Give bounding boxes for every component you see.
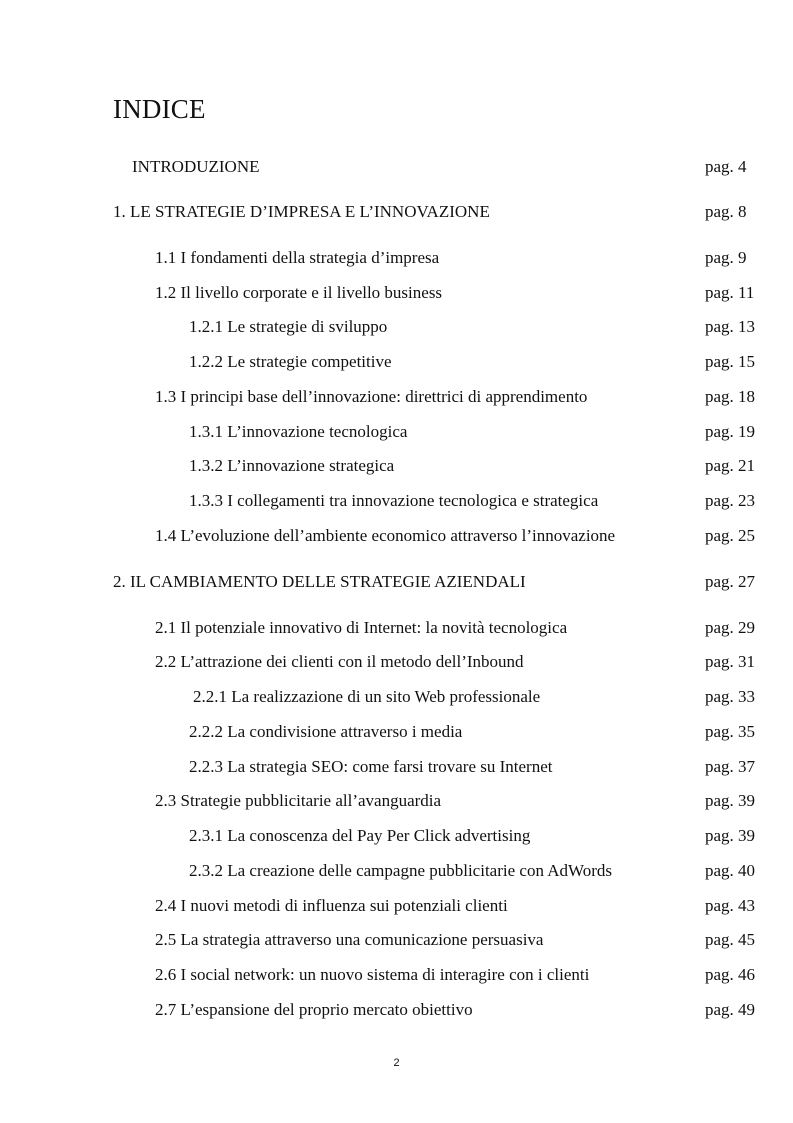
page-title: INDICE [113,94,206,124]
toc-entry-1-3-2 [0,456,793,480]
toc-entry-1-1 [0,248,793,272]
toc-entry-page: pag. 11 [705,283,755,302]
toc-entry-2-3-2 [0,861,793,885]
toc-entry-1-2-2 [0,352,793,376]
toc-entry-label: 2.7 L’espansione del proprio mercato obiettivo [155,1000,473,1019]
toc-entry-label: 2.3 Strategie pubblicitarie all’avanguardia [155,791,442,810]
toc-entry-label: 1.3.3 I collegamenti tra innovazione tecnologica e strategica [189,491,599,510]
toc-entry-page: pag. 46 [705,965,756,984]
toc-entry-page: pag. 39 [705,826,756,845]
toc-entry-2-2-3 [0,757,793,781]
toc-entry-1-3-1 [0,422,793,446]
toc-entry-page: pag. 23 [705,491,756,510]
toc-entry-label: 2.2 L’attrazione dei clienti con il metodo dell’Inbound [155,652,524,671]
toc-entry-2-7 [0,1000,793,1024]
toc-entry-label: 1.3.2 L’innovazione strategica [189,456,395,475]
toc-entry-page: pag. 4 [705,157,747,176]
toc-entry-label: 1. LE STRATEGIE D’IMPRESA E L’INNOVAZIONE [113,202,490,221]
toc-entry-2-6 [0,965,793,989]
toc-entry-2-3 [0,791,793,815]
toc-entry-1-2-1 [0,317,793,341]
toc-entry-page: pag. 15 [705,352,756,371]
toc-entry-label: INTRODUZIONE [132,157,260,176]
toc-entry-1-3-3 [0,491,793,515]
page-number: 2 [393,1057,400,1069]
toc-entry-1-2 [0,283,793,307]
toc-entry-page: pag. 13 [705,317,756,336]
toc-entry-label: 1.1 I fondamenti della strategia d’impresa [155,248,440,267]
toc-entry-label: 2.2.2 La condivisione attraverso i media [189,722,463,741]
toc-entry-label: 1.4 L’evoluzione dell’ambiente economico attraverso l’innovazione [155,526,616,545]
toc-entry-page: pag. 27 [705,572,756,591]
toc-entry-page: pag. 31 [705,652,756,671]
toc-entry-chapter-1 [0,202,793,226]
toc-entry-1-4 [0,526,793,550]
toc-entry-page: pag. 45 [705,930,756,949]
toc-entry-page: pag. 49 [705,1000,756,1019]
toc-entry-1-3 [0,387,793,411]
toc-entry-page: pag. 43 [705,896,756,915]
toc-entry-label: 2.6 I social network: un nuovo sistema di interagire con i clienti [155,965,590,984]
toc-entry-page: pag. 40 [705,861,756,880]
toc-entry-label: 1.2 Il livello corporate e il livello business [155,283,443,302]
toc-entry-label: 2. IL CAMBIAMENTO DELLE STRATEGIE AZIENDALI [113,572,526,591]
toc-entry-introduzione [0,157,793,181]
toc-entry-chapter-2 [0,572,793,596]
toc-entry-page: pag. 39 [705,791,756,810]
toc-entry-label: 1.2.1 Le strategie di sviluppo [189,317,388,336]
toc-entry-page: pag. 29 [705,618,756,637]
toc-entry-2-2-1 [0,687,793,711]
toc-entry-page: pag. 35 [705,722,756,741]
toc-entry-label: 1.3 I principi base dell’innovazione: direttrici di apprendimento [155,387,588,406]
toc-entry-label: 2.3.1 La conoscenza del Pay Per Click advertising [189,826,531,845]
toc-entry-2-1 [0,618,793,642]
toc-entry-page: pag. 8 [705,202,747,221]
toc-entry-label: 2.1 Il potenziale innovativo di Internet: la novità tecnologica [155,618,568,637]
toc-entry-page: pag. 19 [705,422,756,441]
toc-entry-label: 2.2.1 La realizzazione di un sito Web professionale [193,687,541,706]
toc-entry-page: pag. 33 [705,687,756,706]
toc-entry-label: 2.3.2 La creazione delle campagne pubblicitarie con AdWords [189,861,612,880]
toc-entry-2-3-1 [0,826,793,850]
toc-entry-label: 2.5 La strategia attraverso una comunicazione persuasiva [155,930,544,949]
toc-entry-label: 1.2.2 Le strategie competitive [189,352,392,371]
toc-entry-label: 2.2.3 La strategia SEO: come farsi trovare su Internet [189,757,553,776]
toc-entry-page: pag. 25 [705,526,756,545]
toc-entry-2-2 [0,652,793,676]
toc-entry-page: pag. 21 [705,456,756,475]
toc-entry-label: 2.4 I nuovi metodi di influenza sui potenziali clienti [155,896,508,915]
toc-entry-2-4 [0,896,793,920]
toc-entry-page: pag. 37 [705,757,756,776]
toc-entry-2-5 [0,930,793,954]
toc-entry-page: pag. 18 [705,387,756,406]
toc-entry-2-2-2 [0,722,793,746]
toc-entry-page: pag. 9 [705,248,747,267]
toc-entry-label: 1.3.1 L’innovazione tecnologica [189,422,408,441]
